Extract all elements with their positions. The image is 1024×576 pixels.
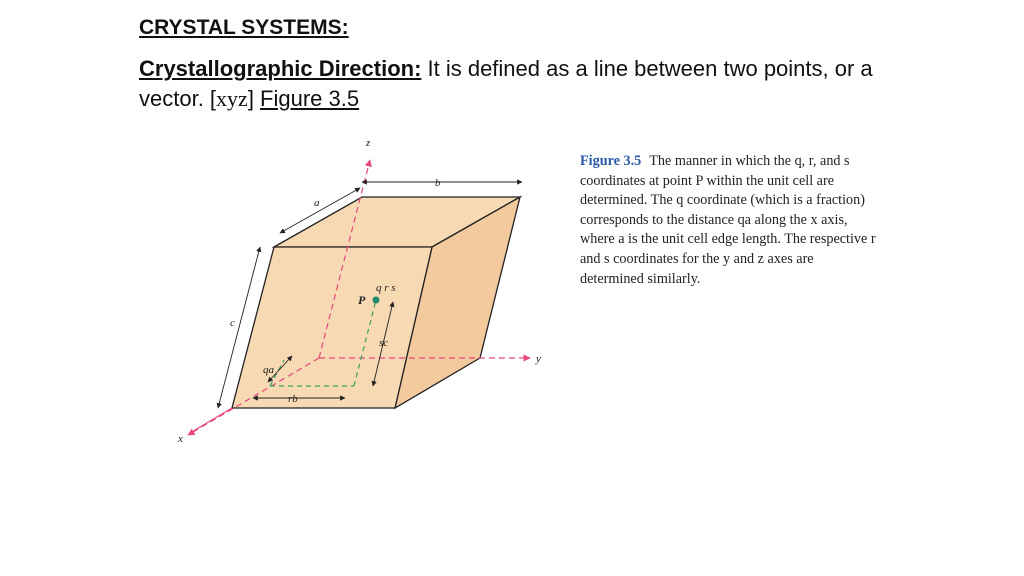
definition-term: Crystallographic Direction: [139, 56, 422, 81]
label-b: b [435, 177, 441, 189]
label-rb: rb [288, 393, 298, 405]
label-qrs: q r s [376, 282, 396, 294]
label-c: c [230, 317, 235, 329]
unit-cell-figure [160, 130, 560, 460]
definition-paragraph [139, 54, 899, 114]
label-y: y [536, 353, 541, 365]
caption-label: Figure 3.5 [580, 153, 642, 169]
x-axis-extension [190, 408, 232, 433]
label-x: x [178, 433, 183, 445]
label-qa: qa [263, 364, 274, 376]
label-a: a [314, 197, 320, 209]
label-sc: sc [379, 337, 389, 349]
slide-title: CRYSTAL SYSTEMS: [139, 16, 349, 39]
figure-reference: Figure 3.5 [260, 86, 360, 111]
label-p: P [358, 293, 366, 307]
direction-notation: xyz [216, 86, 248, 111]
label-z: z [366, 137, 371, 149]
definition-text: It is defined as a line between two points, or a vector. [ [139, 56, 873, 111]
figure-caption [580, 152, 880, 289]
point-p [373, 297, 380, 304]
bracket-close: ] [247, 86, 261, 111]
caption-text: The manner in which the q, r, and s coordinates at point P within the unit cell are determined. The q coordinate (which is a fraction) corresponds to the distance qa along the x axis, where a is the unit cell edge length. The respective r and s coordinates for the y and z axes are determined similarly. [580, 153, 876, 287]
